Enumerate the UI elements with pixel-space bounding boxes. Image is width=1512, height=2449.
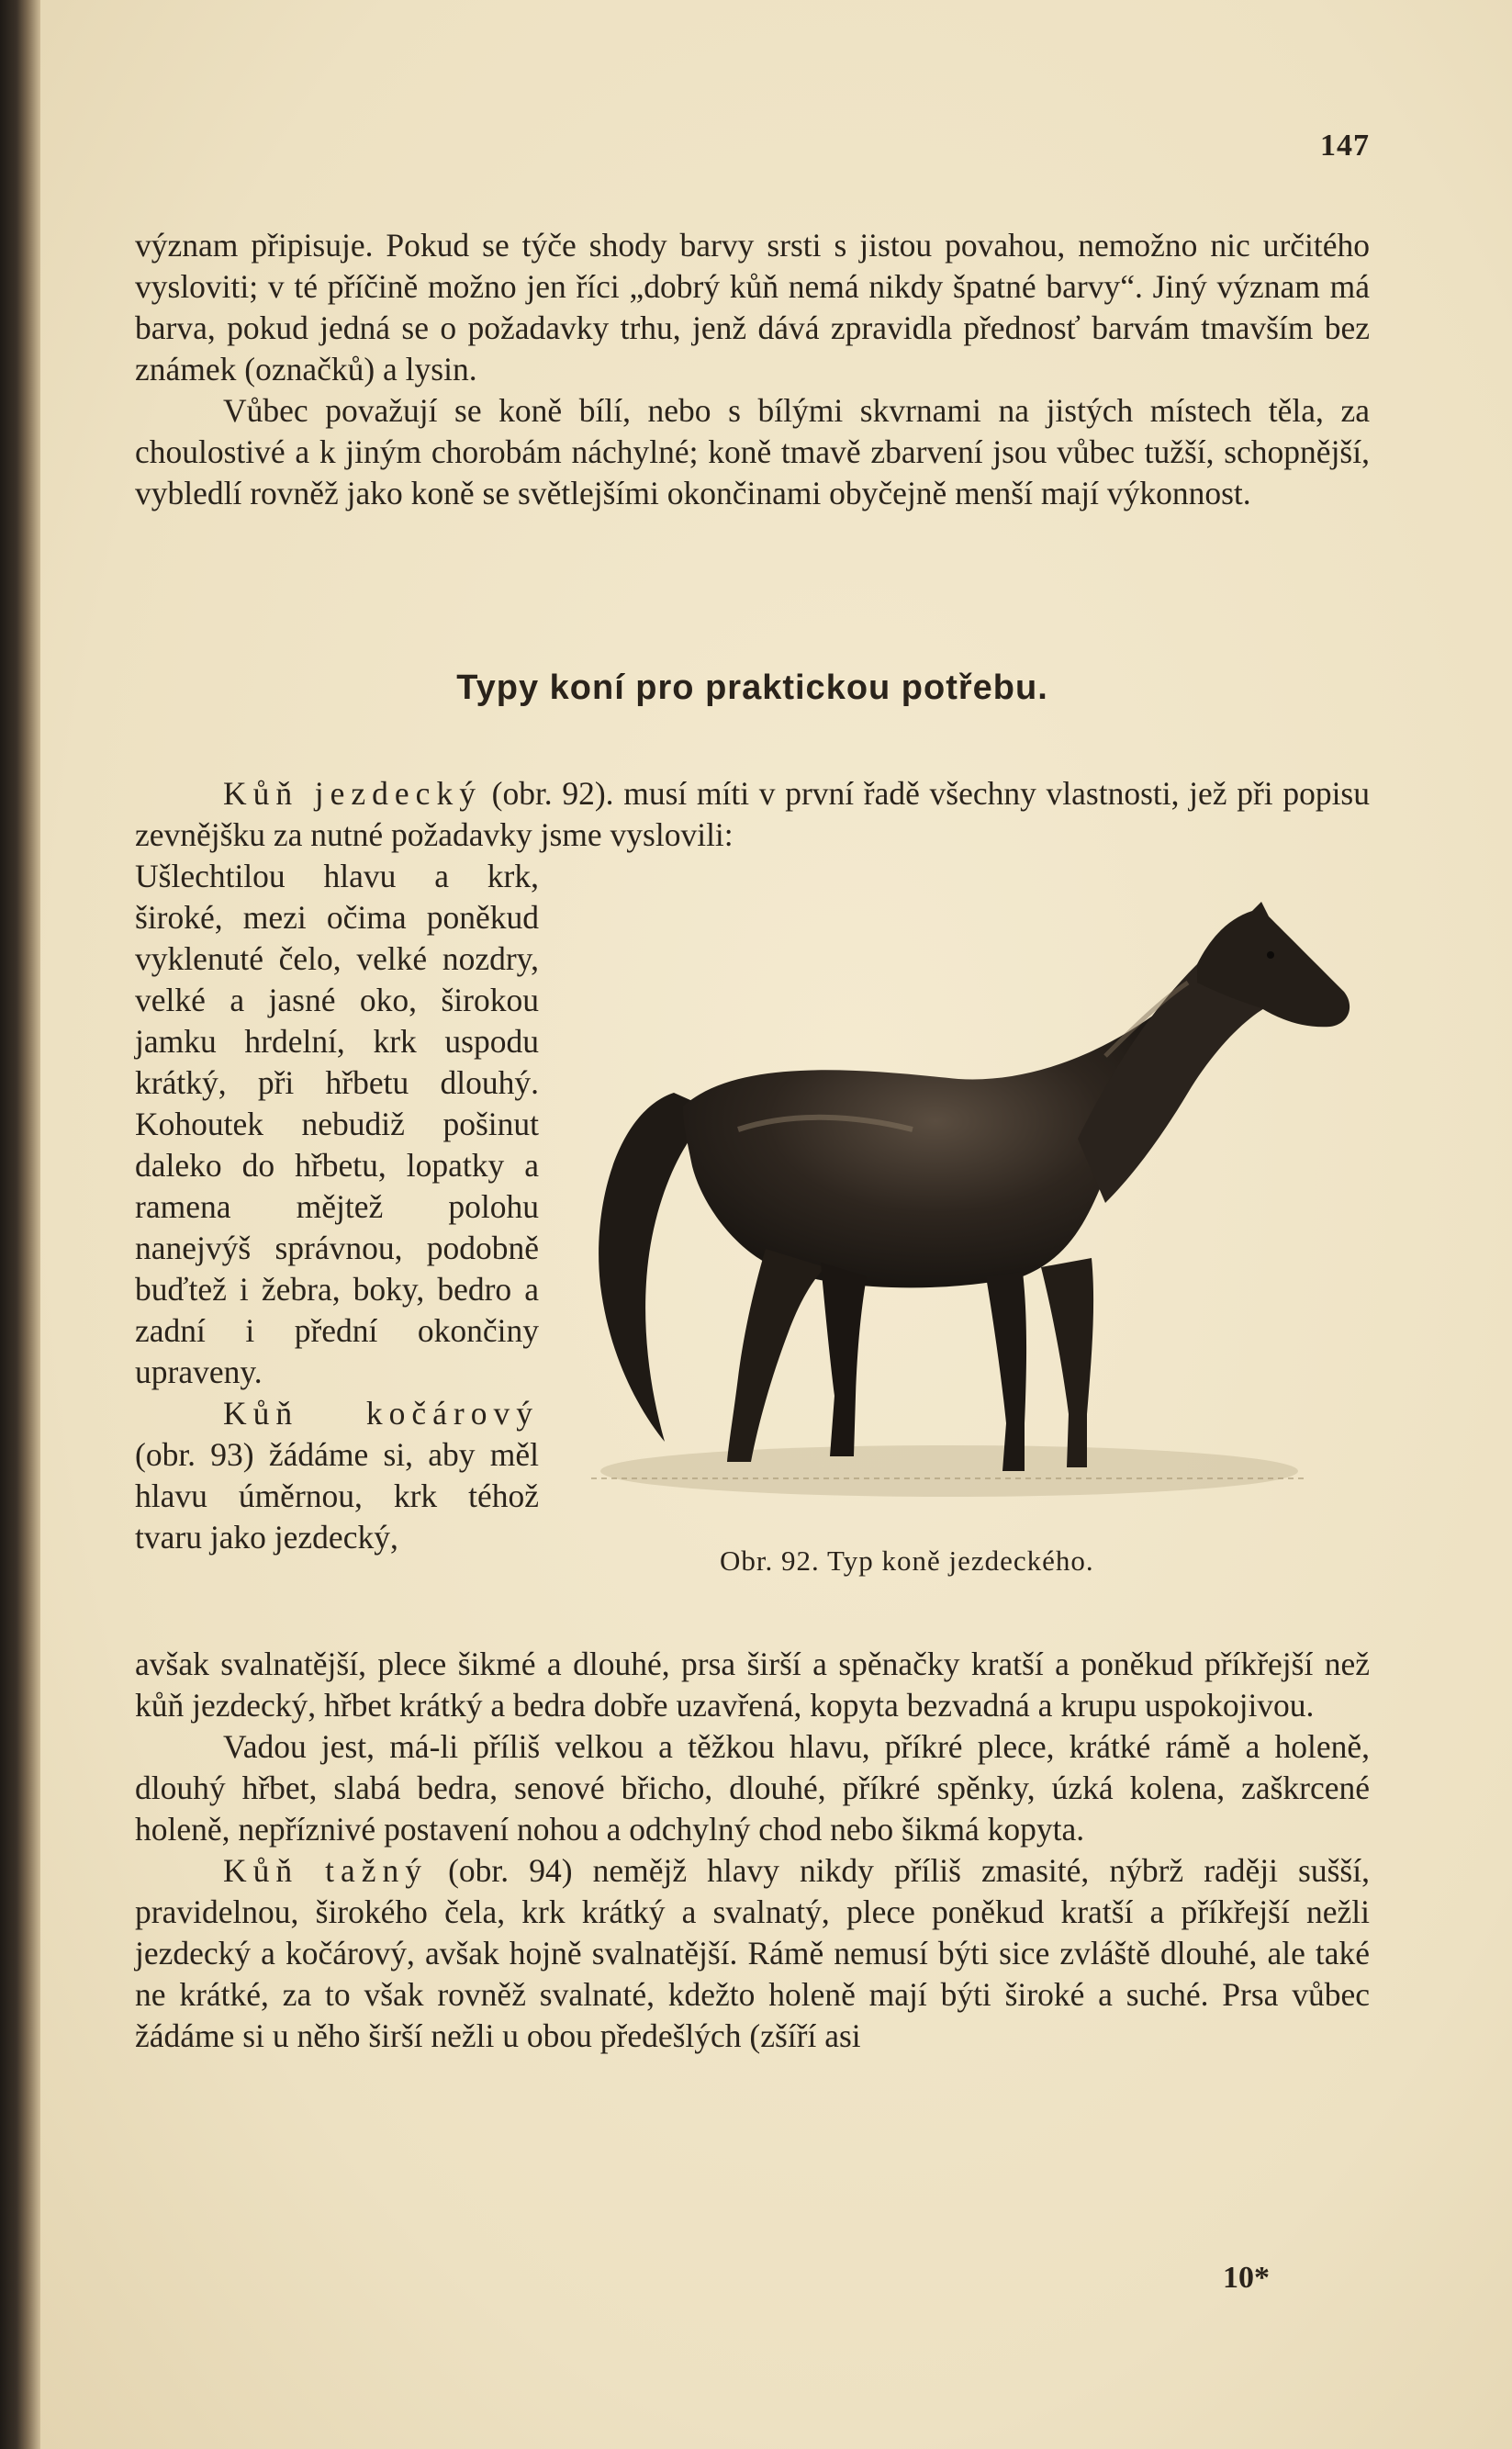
carriage-rest: avšak svalnatější, plece šikmé a dlouhé, prsa širší a spěnačky kratší a poněkud příkřejší než kůň jezdecký, hřbet krátký a bedra dobře uzavřená, kopyta bezvadná a krupu uspokojivou. [135,1646,1370,1724]
sheet-signature: 10* [1223,2261,1270,2295]
riding-intro-block [135,773,1370,856]
bottom-text-block [135,1644,1370,2057]
top-text-block [135,225,1370,514]
paragraph-barva: význam připisuje. Pokud se týče shody barvy srsti s jistou povahou, nemožno nic určitého vysloviti; v té příčině možno jen říci „dobrý kůň nemá nikdy špatné barvy“. Jiný význam má barva, pokud jedná se o požadavky trhu, jenž dává zpravidla přednosť barvám tmavším bez známek (označků) a lysin. [135,227,1370,388]
horse-illustration-icon [554,900,1362,1543]
riding-wrapped-text: Ušlechtilou hlavu a krk, široké, mezi očima poněkud vyklenuté čelo, velké nozdry, velké a jasné oko, širokou jamku hrdelní, krk uspodu krátký, při hřbetu dlouhý. Kohoutek nebudiž pošinut daleko do hřbetu, lopatky a ramena mějtež polohu nanejvýš správnou, podobně buďtež i žebra, boky, bedro a zadní i přední okončiny upraveny. [135,858,539,1390]
term-draft-horse: Kůň tažný [223,1852,429,1889]
term-carriage-horse: Kůň kočárový [223,1395,539,1432]
book-page [40,0,1512,2449]
figure-92 [554,900,1362,1598]
page-number: 147 [1320,129,1370,163]
draft-text: (obr. 94) nemějž hlavy nikdy příliš zmasité, nýbrž raději sušší, pravidelnou, širokého čela, krk krátký a svalnatý, plece poněkud kratší a příkřejší nežli jezdecký a kočárový, avšak hojně svalnatější. Rámě nemusí býti sice zvláště dlouhé, ale také ne krátké, za to však rovněž svalnaté, kdežto holeně mají býti široké a suché. Prsa vůbec žádáme si u něho širší nežli u obou předešlých (zšíří asi [135,1852,1370,2054]
figure-caption: Obr. 92. Typ koně jezdeckého. [720,1545,1094,1577]
book-binding-edge [0,0,40,2449]
paragraph-vady: Vadou jest, má-li příliš velkou a těžkou hlavu, příkré plece, krátké rámě a holeně, dlouhý hřbet, slabá bedra, senové břicho, dlouhé, příkré spěnky, úzká kolena, zaškrcené holeně, nepříznivé postavení nohou a odchylný chod nebo šikmá kopyta. [135,1728,1370,1848]
section-heading: Typy koní pro praktickou potřebu. [456,668,1048,707]
paragraph-bili-kone: Vůbec považují se koně bílí, nebo s bílými skvrnami na jistých místech těla, za choulostivé a k jiným chorobám náchylné; koně tmavě zbarvení jsou vůbec tužší, schopnější, vybledlí rovněž jako koně se světlejšími okončinami obyčejně menší mají výkonnost. [135,392,1370,511]
wrapped-column [135,856,539,1558]
term-riding-horse: Kůň jezdecký [223,775,482,812]
carriage-wrapped-text: (obr. 93) žádáme si, aby měl hlavu úměrnou, krk téhož tvaru jako jezdecký, [135,1436,539,1556]
riding-intro: (obr. 92). musí míti v první řadě všechny vlastnosti, jež při popisu zevnějšku za nutné požadavky jsme vyslovili: [135,775,1371,853]
